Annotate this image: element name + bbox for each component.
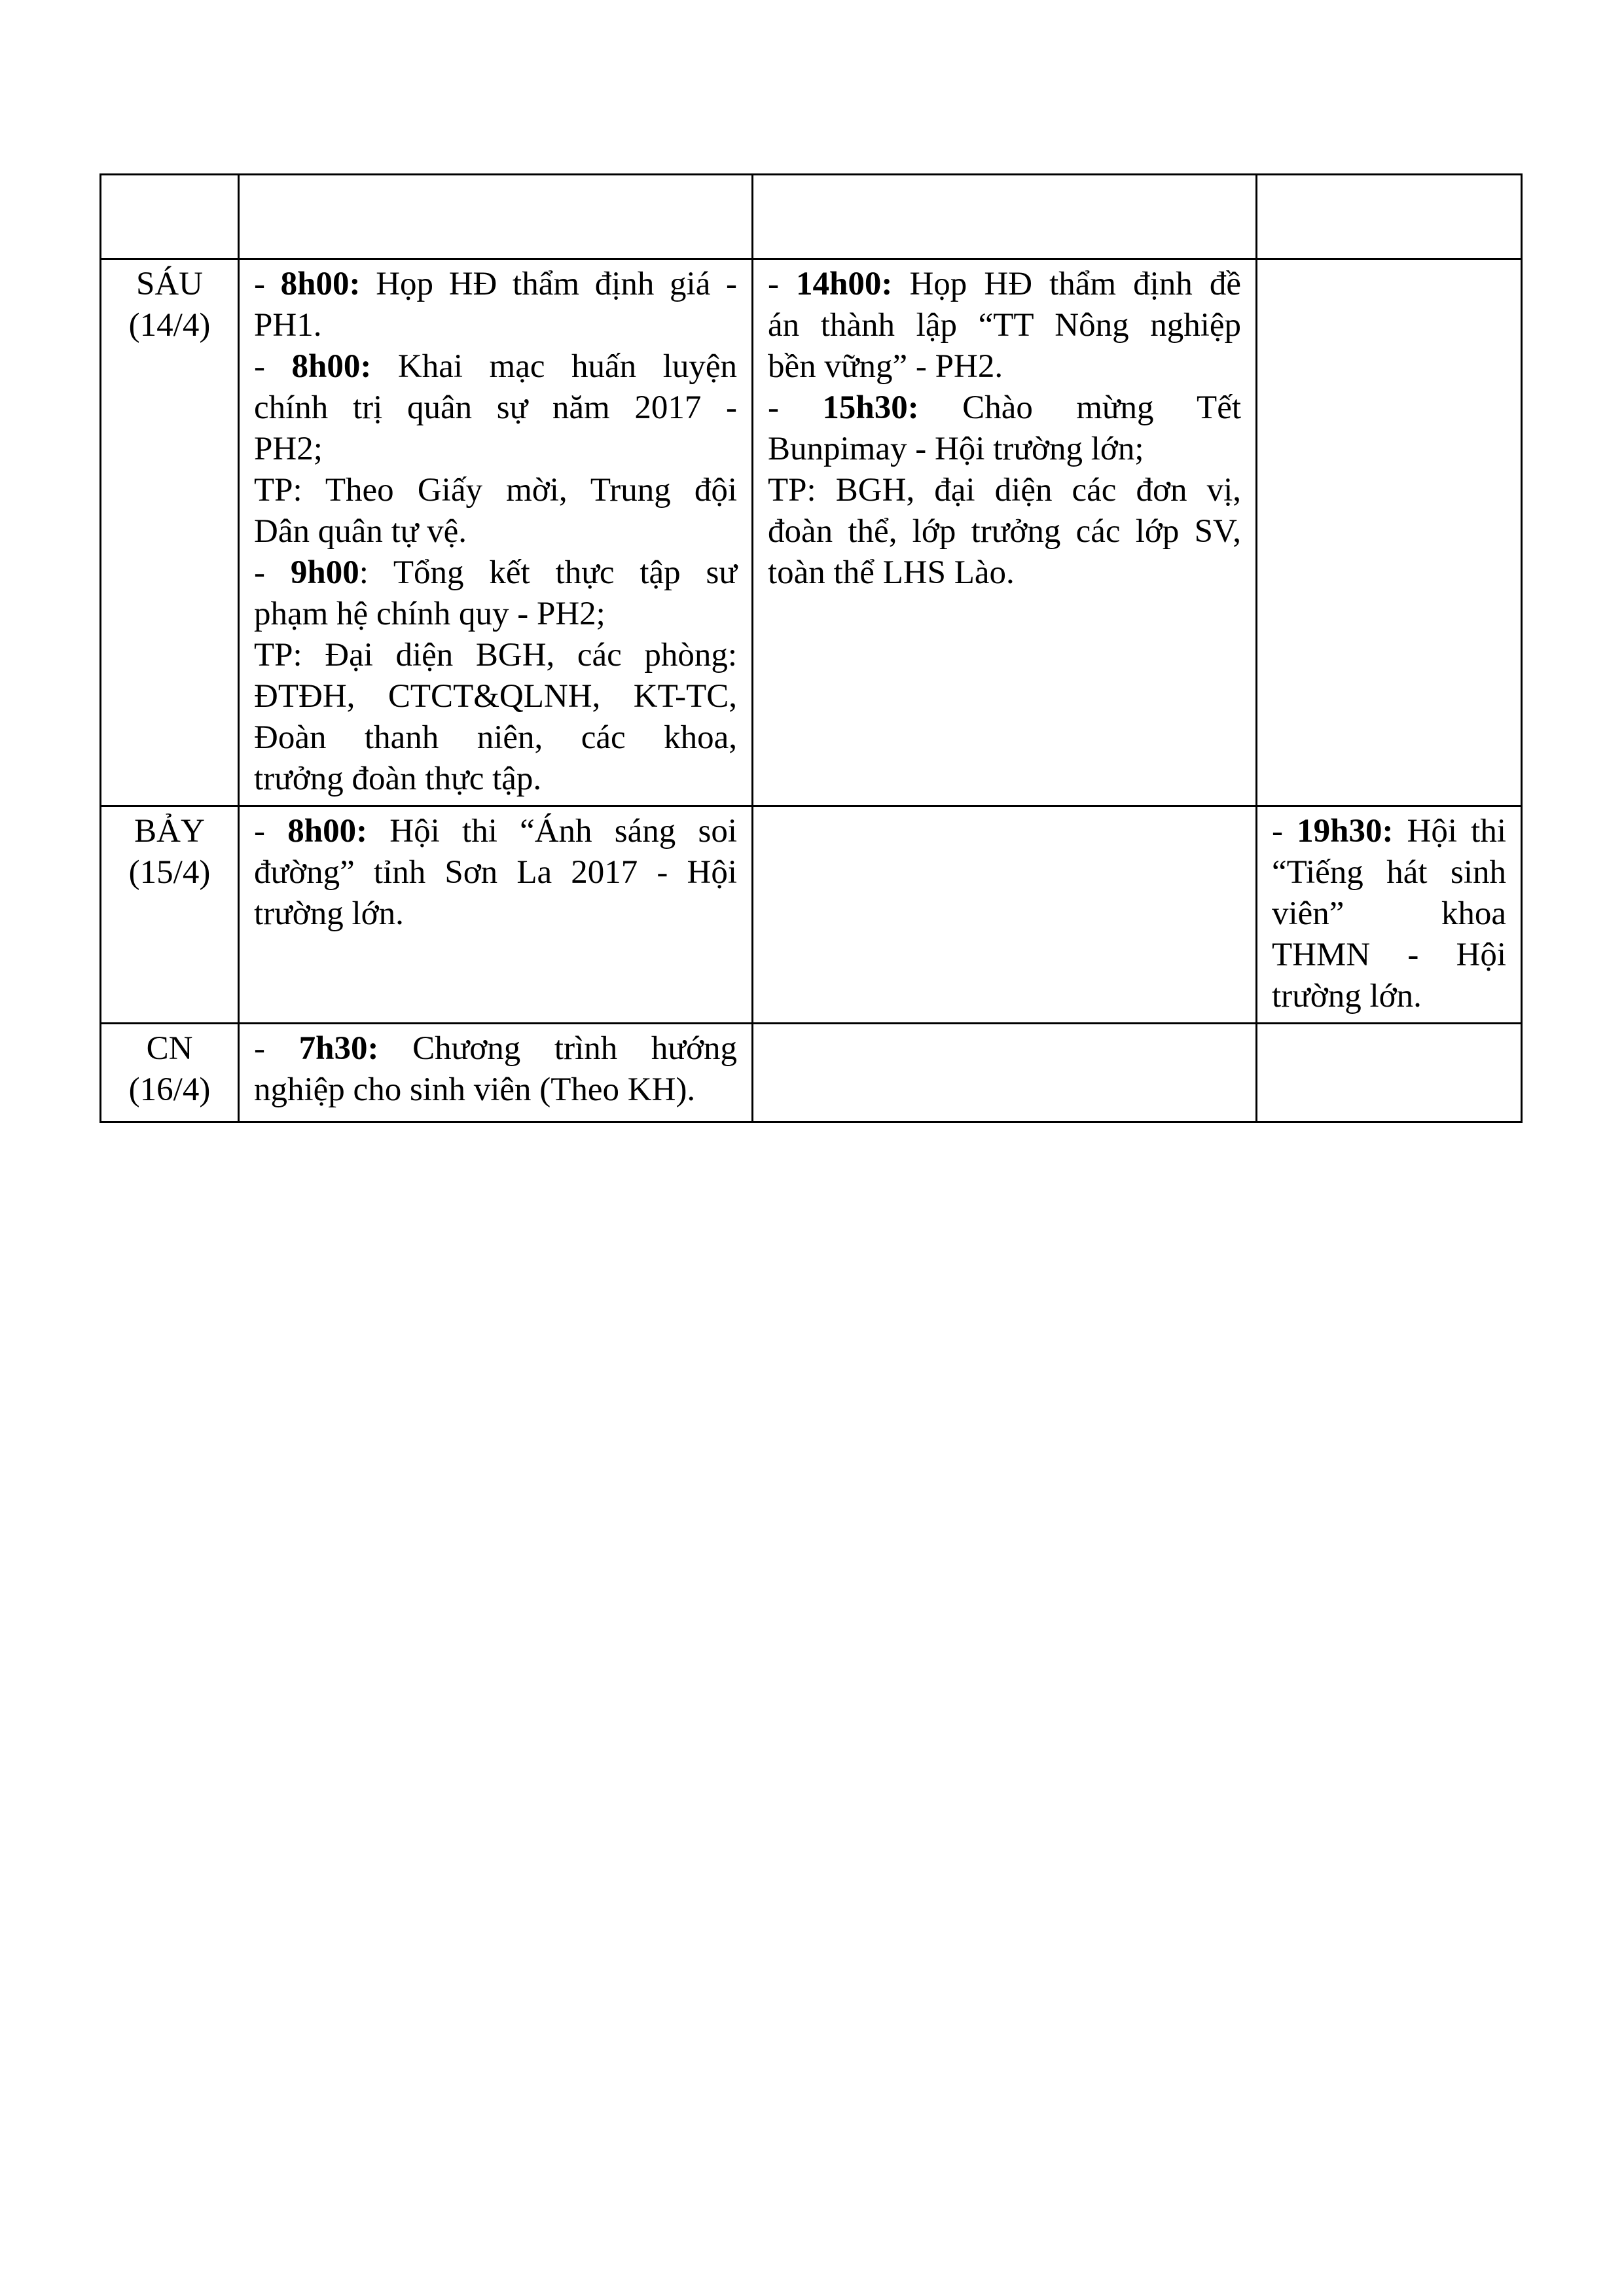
day-cell bbox=[101, 259, 239, 806]
header-cell-day bbox=[101, 175, 239, 259]
event-line bbox=[254, 811, 737, 852]
event-text: đoàn thể, lớp trưởng các lớp SV, bbox=[768, 513, 1241, 550]
event-line bbox=[254, 305, 737, 346]
event-line bbox=[768, 470, 1241, 511]
schedule-row bbox=[101, 806, 1522, 1024]
event-line bbox=[254, 387, 737, 429]
day-name: BẢY bbox=[134, 813, 205, 850]
event-text: Họp HĐ thẩm định đề bbox=[892, 266, 1241, 302]
event-text: chính trị quân sự năm 2017 - bbox=[254, 389, 737, 426]
event-line bbox=[1272, 976, 1506, 1017]
event-line bbox=[254, 429, 737, 470]
event-line bbox=[768, 511, 1241, 552]
morning-cell bbox=[239, 259, 753, 806]
event-line bbox=[254, 635, 737, 676]
schedule-table bbox=[99, 173, 1523, 1123]
event-time: 14h00: bbox=[796, 266, 893, 302]
event-line bbox=[254, 346, 737, 387]
day-cell bbox=[101, 1024, 239, 1122]
day-date: (15/4) bbox=[128, 854, 211, 891]
event-line bbox=[254, 676, 737, 717]
event-bullet: - bbox=[254, 266, 281, 302]
event-line bbox=[254, 552, 737, 594]
event-time: 7h30: bbox=[298, 1030, 379, 1067]
event-bullet: - bbox=[254, 1030, 299, 1067]
event-time: 15h30: bbox=[822, 389, 919, 426]
event-line bbox=[1272, 811, 1506, 852]
event-bullet: - bbox=[254, 348, 292, 385]
event-bullet: - bbox=[768, 389, 823, 426]
day-name: CN bbox=[146, 1030, 193, 1067]
event-text: TP: BGH, đại diện các đơn vị, bbox=[768, 472, 1241, 509]
schedule-row bbox=[101, 259, 1522, 806]
event-text: Bunpimay - Hội trường lớn; bbox=[768, 431, 1144, 467]
event-text: “Tiếng hát sinh bbox=[1272, 854, 1506, 891]
schedule-row bbox=[101, 1024, 1522, 1122]
event-line bbox=[1272, 935, 1506, 976]
event-text: viên” khoa bbox=[1272, 895, 1506, 932]
event-text: Chào mừng Tết bbox=[918, 389, 1241, 426]
event-text: PH1. bbox=[254, 307, 322, 344]
event-line bbox=[1272, 852, 1506, 893]
evening-cell bbox=[1257, 1024, 1522, 1122]
event-text: THMN - Hội bbox=[1272, 937, 1506, 973]
event-line bbox=[768, 387, 1241, 429]
event-time: 9h00 bbox=[290, 554, 359, 591]
event-text: nghiệp cho sinh viên (Theo KH). bbox=[254, 1071, 696, 1108]
event-text: toàn thể LHS Lào. bbox=[768, 554, 1015, 591]
event-time: 19h30: bbox=[1297, 813, 1394, 850]
event-bullet: - bbox=[254, 813, 288, 850]
event-time: 8h00: bbox=[280, 266, 361, 302]
event-text: Hội thi bbox=[1393, 813, 1507, 850]
event-text: phạm hệ chính quy - PH2; bbox=[254, 596, 605, 632]
event-time: 8h00: bbox=[287, 813, 368, 850]
event-text: trường lớn. bbox=[254, 895, 404, 932]
event-text: Khai mạc huấn luyện bbox=[371, 348, 737, 385]
event-text: Chương trình hướng bbox=[378, 1030, 738, 1067]
event-line bbox=[768, 264, 1241, 305]
event-text: trường lớn. bbox=[1272, 978, 1422, 1014]
day-date: (16/4) bbox=[128, 1071, 211, 1108]
event-text: Họp HĐ thẩm định giá - bbox=[360, 266, 738, 302]
header-cell-afternoon bbox=[753, 175, 1257, 259]
event-text: : Tổng kết thực tập sư bbox=[359, 554, 738, 591]
afternoon-cell bbox=[753, 259, 1257, 806]
event-line bbox=[768, 429, 1241, 470]
header-cell-morning bbox=[239, 175, 753, 259]
event-line bbox=[768, 305, 1241, 346]
event-text: Đoàn thanh niên, các khoa, bbox=[254, 719, 737, 756]
event-text: án thành lập “TT Nông nghiệp bbox=[768, 307, 1241, 344]
event-text: trưởng đoàn thực tập. bbox=[254, 761, 542, 797]
evening-cell bbox=[1257, 259, 1522, 806]
morning-cell bbox=[239, 1024, 753, 1122]
afternoon-cell bbox=[753, 806, 1257, 1024]
day-date: (14/4) bbox=[128, 307, 211, 344]
event-line bbox=[254, 470, 737, 511]
header-cell-evening bbox=[1257, 175, 1522, 259]
event-text: bền vững” - PH2. bbox=[768, 348, 1003, 385]
event-line bbox=[254, 717, 737, 759]
event-line bbox=[254, 264, 737, 305]
event-bullet: - bbox=[254, 554, 291, 591]
event-line bbox=[254, 759, 737, 800]
event-line bbox=[768, 552, 1241, 594]
event-line bbox=[254, 1028, 737, 1069]
header-row bbox=[101, 175, 1522, 259]
event-text: ĐTĐH, CTCT&QLNH, KT-TC, bbox=[254, 678, 737, 715]
event-time: 8h00: bbox=[291, 348, 372, 385]
day-name: SÁU bbox=[135, 266, 204, 302]
event-bullet: - bbox=[1272, 813, 1297, 850]
event-text: TP: Theo Giấy mời, Trung đội bbox=[254, 472, 737, 509]
event-text: Dân quân tự vệ. bbox=[254, 513, 467, 550]
event-line bbox=[254, 1069, 737, 1111]
event-line bbox=[254, 594, 737, 635]
event-text: đường” tỉnh Sơn La 2017 - Hội bbox=[254, 854, 737, 891]
event-line bbox=[254, 852, 737, 893]
afternoon-cell bbox=[753, 1024, 1257, 1122]
event-text: TP: Đại diện BGH, các phòng: bbox=[254, 637, 737, 673]
event-line bbox=[254, 893, 737, 935]
morning-cell bbox=[239, 806, 753, 1024]
event-bullet: - bbox=[768, 266, 797, 302]
day-cell bbox=[101, 806, 239, 1024]
event-line bbox=[1272, 893, 1506, 935]
evening-cell bbox=[1257, 806, 1522, 1024]
event-line bbox=[254, 511, 737, 552]
event-text: PH2; bbox=[254, 431, 323, 467]
event-text: Hội thi “Ánh sáng soi bbox=[367, 813, 738, 850]
event-line bbox=[768, 346, 1241, 387]
